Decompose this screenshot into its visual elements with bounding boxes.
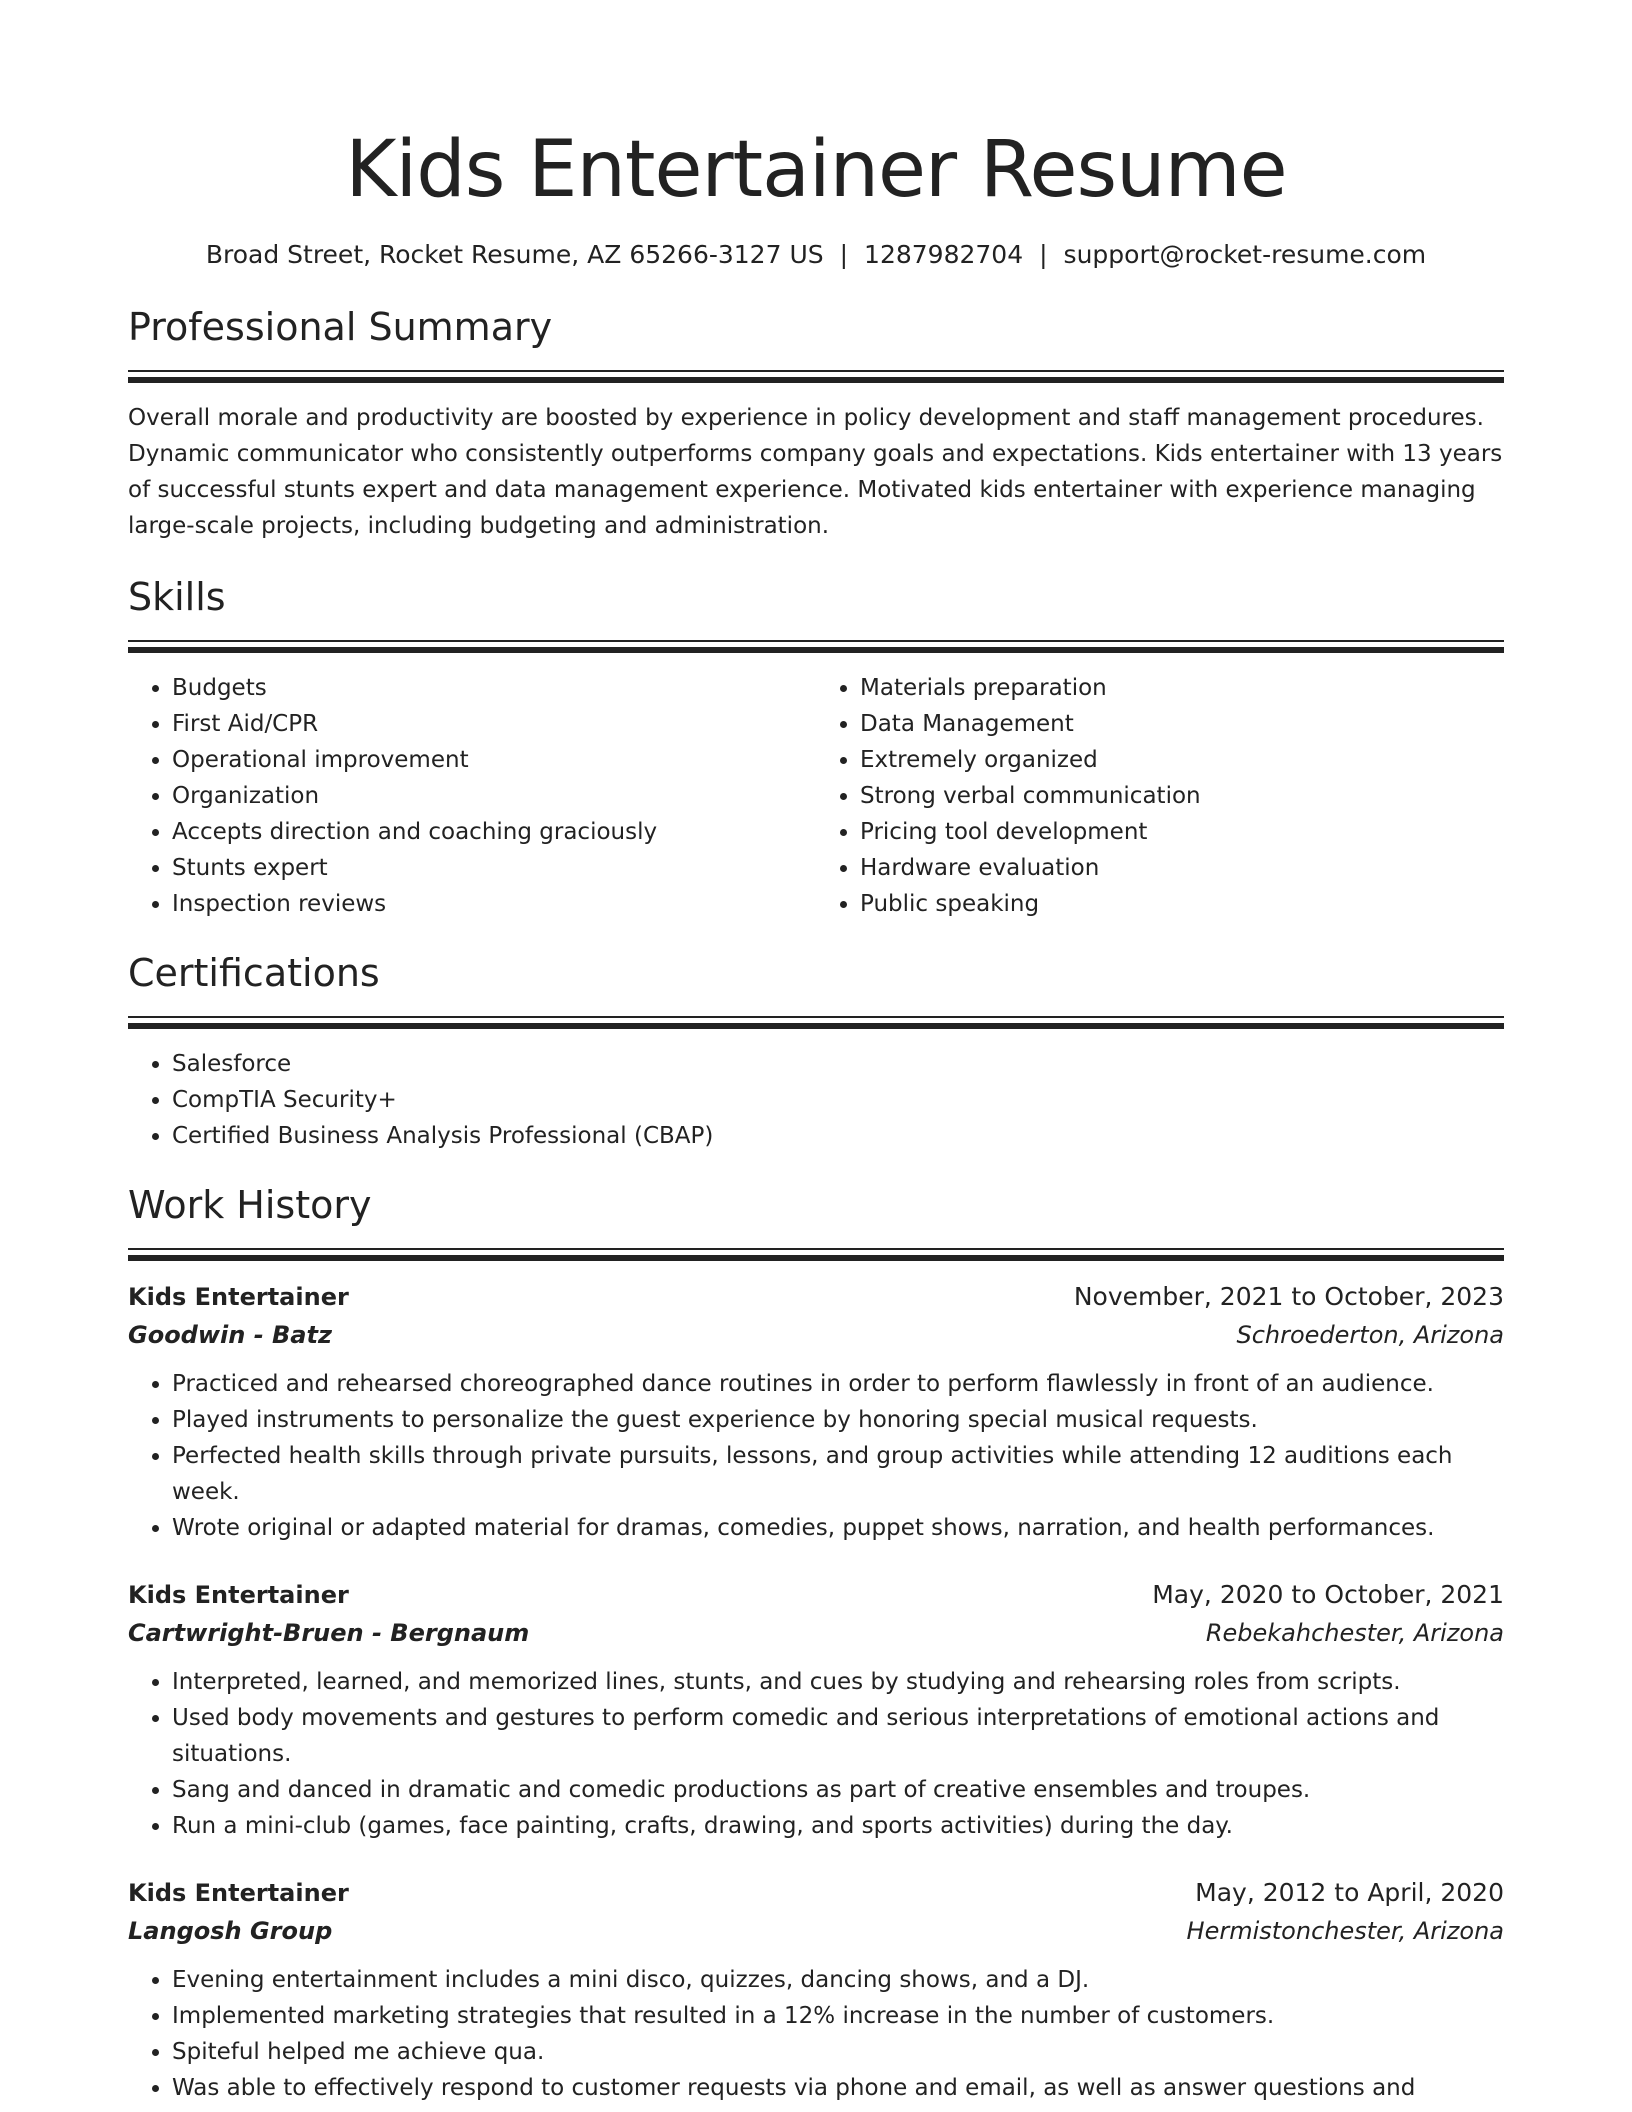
skill-item: • Inspection reviews (172, 886, 816, 922)
skills-column-left (128, 670, 816, 922)
section-divider (128, 370, 1504, 386)
job-company: Langosh Group (128, 1917, 333, 1945)
job-header-row (128, 1278, 1504, 1316)
job-header-row (128, 1874, 1504, 1912)
job-bullet: • Perfected health skills through private pursuits, lessons, and group activities while attending 12 auditions each week. (172, 1438, 1504, 1510)
skill-item: • Public speaking (860, 886, 1504, 922)
job-subheader-row (128, 1614, 1504, 1652)
work-history-heading: Work History (128, 1183, 372, 1227)
job-bullet: • Wrote original or adapted material for dramas, comedies, puppet shows, narration, and health performances. (172, 1510, 1504, 1546)
skills-column-right (816, 670, 1504, 922)
resume-title: Kids Entertainer Resume (345, 125, 1287, 215)
section-divider (128, 1016, 1504, 1032)
job-entry (128, 1576, 1504, 1844)
skills-heading: Skills (128, 575, 226, 619)
skill-item: • Data Management (860, 706, 1504, 742)
job-dates: May, 2012 to April, 2020 (1195, 1878, 1504, 1907)
skills-grid (128, 670, 1504, 922)
job-bullet: • Implemented marketing strategies that resulted in a 12% increase in the number of customers. (172, 1998, 1504, 2034)
skill-item: • Strong verbal communication (860, 778, 1504, 814)
job-entry (128, 1278, 1504, 1546)
job-bullet: • Sang and danced in dramatic and comedic productions as part of creative ensembles and troupes. (172, 1772, 1504, 1808)
job-bullet: • Was able to effectively respond to customer requests via phone and email, as well as answer questions and (172, 2070, 1504, 2106)
skill-item: • Pricing tool development (860, 814, 1504, 850)
skill-item: • Organization (172, 778, 816, 814)
job-dates: November, 2021 to October, 2023 (1073, 1282, 1504, 1311)
section-divider (128, 640, 1504, 656)
contact-line (128, 238, 1504, 272)
job-bullets (128, 1962, 1504, 2106)
job-bullets (128, 1366, 1504, 1546)
contact-phone: 1287982704 (864, 240, 1024, 269)
job-header-row (128, 1576, 1504, 1614)
job-title: Kids Entertainer (128, 1879, 349, 1907)
certifications-list (128, 1046, 1504, 1154)
job-subheader-row (128, 1316, 1504, 1354)
skills-list-left (128, 670, 816, 922)
job-bullet: • Interpreted, learned, and memorized lines, stunts, and cues by studying and rehearsing roles from scripts. (172, 1664, 1504, 1700)
contact-separator: | (839, 240, 849, 269)
job-bullet: • Practiced and rehearsed choreographed dance routines in order to perform flawlessly in front of an audience. (172, 1366, 1504, 1402)
job-dates: May, 2020 to October, 2021 (1152, 1580, 1504, 1609)
skill-item: • Budgets (172, 670, 816, 706)
job-bullet: • Run a mini-club (games, face painting, crafts, drawing, and sports activities) during the day. (172, 1808, 1504, 1844)
job-bullet: • Evening entertainment includes a mini disco, quizzes, dancing shows, and a DJ. (172, 1962, 1504, 1998)
certification-item: • Salesforce (172, 1046, 1504, 1082)
skill-item: • First Aid/CPR (172, 706, 816, 742)
contact-separator: | (1039, 240, 1048, 269)
summary-text: Overall morale and productivity are boosted by experience in policy development and staff management procedures. Dynamic communicator who consistently outperforms company goals and expectations. Kids entertainer with 13 years of successful stunts expert and data management experience. Motivated kids entertainer with experience managing large-scale projects, including budgeting and administration. (128, 405, 1503, 539)
contact-address: Broad Street, Rocket Resume, AZ 65266-3127 US (205, 240, 824, 269)
job-location: Rebekahchester, Arizona (1205, 1619, 1504, 1647)
resume-page (128, 0, 1504, 2106)
contact-email: support@rocket-resume.com (1063, 240, 1427, 269)
skill-item: • Operational improvement (172, 742, 816, 778)
job-subheader-row (128, 1912, 1504, 1950)
job-bullet: • Used body movements and gestures to perform comedic and serious interpretations of emotional actions and situations. (172, 1700, 1504, 1772)
skills-section (128, 572, 1504, 922)
job-title: Kids Entertainer (128, 1283, 349, 1311)
skills-list-right (816, 670, 1504, 922)
job-bullet: • Spiteful helped me achieve qua. (172, 2034, 1504, 2070)
certification-item: • Certified Business Analysis Professional (CBAP) (172, 1118, 1504, 1154)
section-divider (128, 1248, 1504, 1264)
skill-item: • Stunts expert (172, 850, 816, 886)
work-history-section (128, 1180, 1504, 2106)
summary-heading: Professional Summary (128, 305, 553, 349)
job-location: Schroederton, Arizona (1236, 1321, 1504, 1349)
certifications-heading: Certifications (128, 951, 380, 995)
skill-item: • Materials preparation (860, 670, 1504, 706)
summary-section (128, 302, 1504, 544)
job-location: Hermistonchester, Arizona (1186, 1917, 1504, 1945)
job-entry (128, 1874, 1504, 2106)
job-title: Kids Entertainer (128, 1581, 349, 1609)
skill-item: • Hardware evaluation (860, 850, 1504, 886)
skill-item: • Accepts direction and coaching graciously (172, 814, 816, 850)
skill-item: • Extremely organized (860, 742, 1504, 778)
certification-item: • CompTIA Security+ (172, 1082, 1504, 1118)
job-bullet: • Played instruments to personalize the guest experience by honoring special musical requests. (172, 1402, 1504, 1438)
job-bullets (128, 1664, 1504, 1844)
certifications-section (128, 948, 1504, 1154)
job-company: Goodwin - Batz (128, 1321, 332, 1349)
job-company: Cartwright-Bruen - Bergnaum (128, 1619, 530, 1647)
